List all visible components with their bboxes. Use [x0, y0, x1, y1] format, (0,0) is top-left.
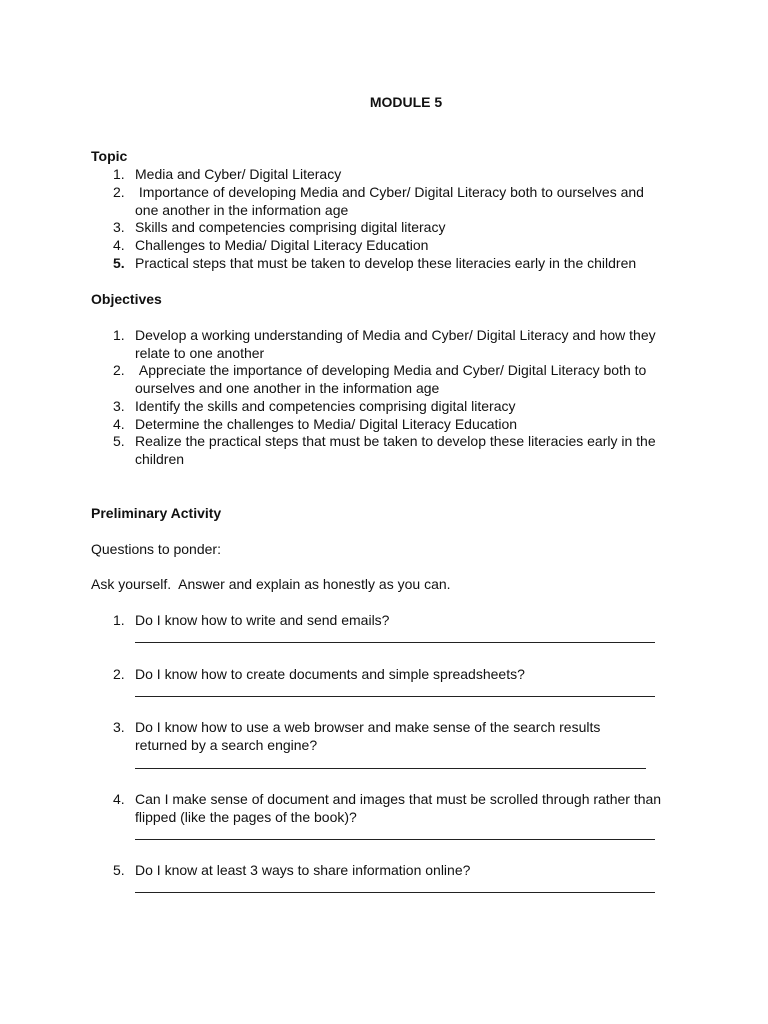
- list-item-text: Challenges to Media/ Digital Literacy Education: [135, 237, 429, 253]
- list-number: 4.: [113, 416, 125, 432]
- questions-intro: Questions to ponder:: [91, 541, 221, 557]
- question-number: 4.: [113, 791, 125, 807]
- instruction-text: Ask yourself. Answer and explain as honestly as you can.: [91, 576, 451, 592]
- objectives-heading: Objectives: [91, 291, 162, 307]
- answer-line[interactable]: [135, 696, 655, 697]
- question-text: Do I know how to write and send emails?: [135, 612, 390, 628]
- list-item-text: Identify the skills and competencies comprising digital literacy: [135, 398, 516, 414]
- list-item-text: Skills and competencies comprising digital literacy: [135, 219, 446, 235]
- answer-line[interactable]: [135, 892, 655, 893]
- question-text: Can I make sense of document and images that must be scrolled through rather than flipped (like the pages of the book)?: [135, 791, 662, 825]
- list-number: 5.: [113, 433, 125, 449]
- list-item-text: Realize the practical steps that must be taken to develop these literacies early in the children: [135, 433, 656, 467]
- topic-heading: Topic: [91, 148, 128, 164]
- list-item-text: Develop a working understanding of Media and Cyber/ Digital Literacy and how they relate to one another: [135, 327, 656, 361]
- list-item-text: Media and Cyber/ Digital Literacy: [135, 166, 342, 182]
- list-number: 3.: [113, 219, 125, 235]
- list-item-text: Appreciate the importance of developing Media and Cyber/ Digital Literacy both to ourselves and one another in the information age: [135, 362, 651, 396]
- list-item-text: Determine the challenges to Media/ Digital Literacy Education: [135, 416, 518, 432]
- list-number: 4.: [113, 237, 125, 253]
- question-text: Do I know at least 3 ways to share information online?: [135, 862, 471, 878]
- list-item-text: Practical steps that must be taken to develop these literacies early in the children: [135, 255, 637, 271]
- list-number: 1.: [113, 327, 125, 343]
- question-number: 3.: [113, 719, 125, 735]
- preliminary-heading: Preliminary Activity: [91, 505, 222, 521]
- list-number: 3.: [113, 398, 125, 414]
- question-number: 1.: [113, 612, 125, 628]
- question-number: 5.: [113, 862, 125, 878]
- answer-line[interactable]: [135, 642, 655, 643]
- list-number: 1.: [113, 166, 125, 182]
- list-number: 2.: [113, 362, 125, 378]
- page-title: MODULE 5: [369, 94, 443, 110]
- answer-line[interactable]: [135, 839, 655, 840]
- list-number: 5.: [113, 255, 125, 271]
- answer-line[interactable]: [135, 768, 646, 769]
- list-item-text: Importance of developing Media and Cyber/ Digital Literacy both to ourselves and one another in the information age: [135, 184, 648, 218]
- question-text: Do I know how to use a web browser and make sense of the search results returned by a search engine?: [135, 719, 601, 753]
- question-text: Do I know how to create documents and simple spreadsheets?: [135, 666, 525, 682]
- list-number: 2.: [113, 184, 125, 200]
- question-number: 2.: [113, 666, 125, 682]
